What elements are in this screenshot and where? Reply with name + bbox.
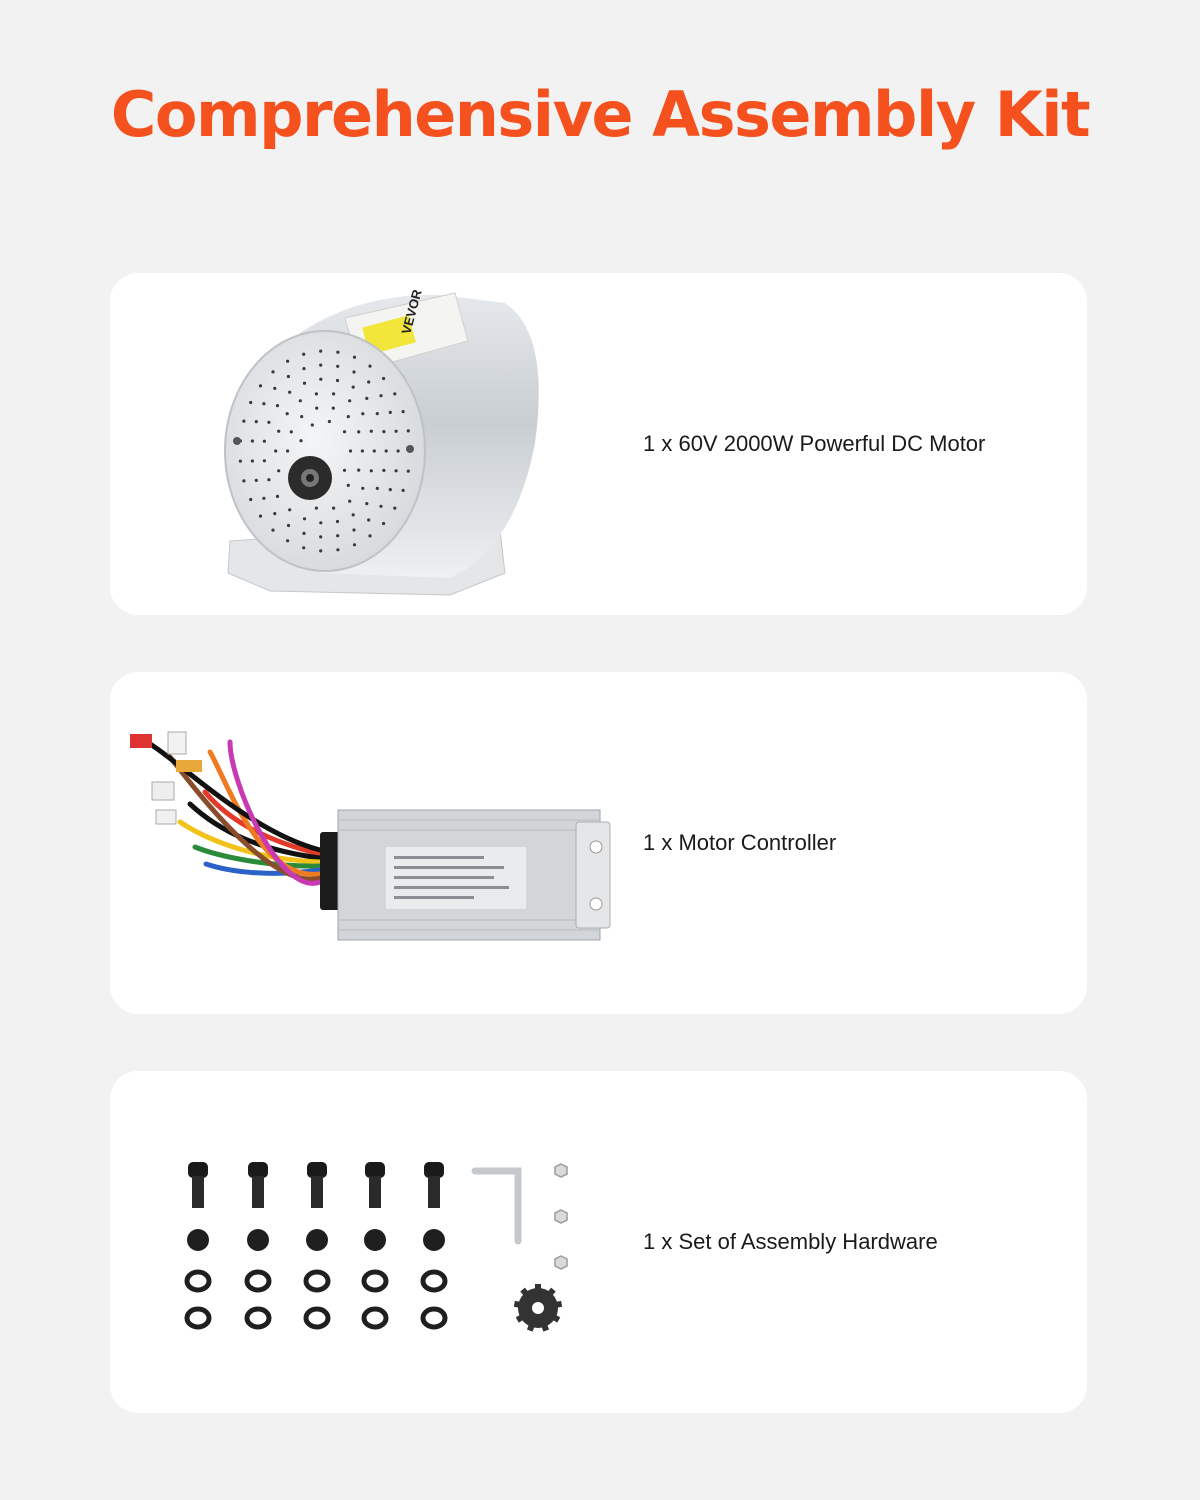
nut bbox=[364, 1229, 386, 1251]
nut bbox=[423, 1229, 445, 1251]
washer bbox=[306, 1309, 328, 1327]
washer bbox=[247, 1309, 269, 1327]
motor-brand-mark: VEVOR bbox=[398, 287, 425, 336]
nut bbox=[306, 1229, 328, 1251]
washer bbox=[364, 1272, 386, 1290]
controller-label: 1 x Motor Controller bbox=[643, 830, 837, 855]
bolt bbox=[424, 1162, 444, 1208]
washer bbox=[187, 1309, 209, 1327]
nut bbox=[187, 1229, 209, 1251]
kit-item-hardware bbox=[110, 1071, 1087, 1413]
bolt bbox=[188, 1162, 208, 1208]
washer bbox=[306, 1272, 328, 1290]
bolt bbox=[307, 1162, 327, 1208]
kit-item-motor bbox=[110, 273, 1087, 615]
washer bbox=[247, 1272, 269, 1290]
assembly-hardware-image bbox=[110, 1071, 1087, 1413]
page-title: Comprehensive Assembly Kit bbox=[110, 78, 1090, 151]
hardware-label: 1 x Set of Assembly Hardware bbox=[643, 1229, 938, 1254]
bolt bbox=[248, 1162, 268, 1208]
motor-controller-image bbox=[110, 672, 1087, 1014]
nut bbox=[247, 1229, 269, 1251]
washer bbox=[423, 1309, 445, 1327]
washer bbox=[423, 1272, 445, 1290]
washer bbox=[187, 1272, 209, 1290]
washer bbox=[364, 1309, 386, 1327]
bolt bbox=[365, 1162, 385, 1208]
kit-item-controller bbox=[110, 672, 1087, 1014]
motor-label: 1 x 60V 2000W Powerful DC Motor bbox=[643, 431, 986, 456]
